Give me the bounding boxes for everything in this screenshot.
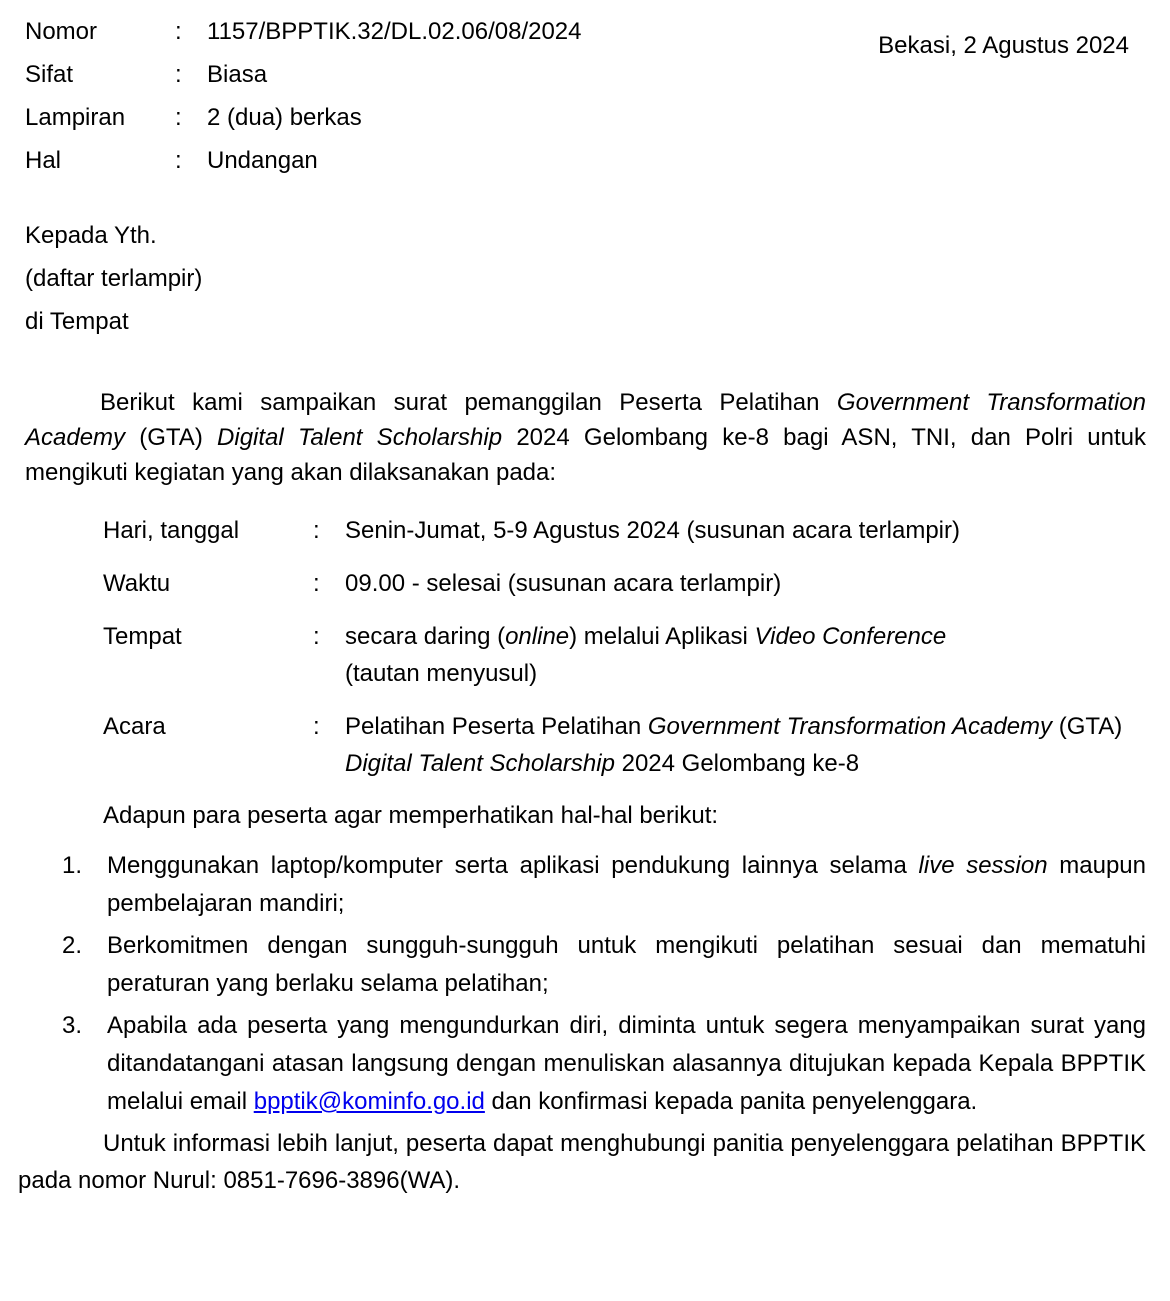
detail-value-hari-tanggal (345, 512, 1146, 549)
text-run: Untuk informasi lebih lanjut, peserta dapat menghubungi panitia penyelenggara pelatihan BPPTIK pada nomor Nurul: 0851-7696-3896(WA). (18, 1130, 1146, 1194)
detail-row-acara (103, 708, 1146, 782)
detail-value-waktu (345, 565, 1146, 602)
detail-value-acara (345, 708, 1146, 782)
meta-label-hal: Hal (25, 147, 62, 174)
meta-label-lampiran: Lampiran (25, 104, 126, 131)
italic-text: live session (918, 852, 1048, 879)
meta-label-nomor: Nomor (25, 18, 98, 45)
meta-row-hal (25, 143, 1146, 178)
italic-text: Video Conference (754, 623, 947, 650)
meta-label-sifat: Sifat (25, 61, 74, 88)
notes-intro: Adapun para peserta agar memperhatikan hal-hal berikut: (103, 802, 719, 829)
detail-label-waktu: Waktu (103, 570, 171, 597)
detail-separator: : (313, 713, 320, 740)
meta-separator: : (175, 147, 182, 174)
meta-value-sifat: Biasa (207, 61, 268, 88)
text-run: ) melalui Aplikasi (569, 623, 755, 650)
text-run: secara daring ( (345, 623, 506, 650)
list-number-1: 1. (62, 852, 83, 879)
list-text-1 (107, 847, 1146, 923)
list-item-2 (62, 927, 1146, 1003)
text-run: Pelatihan Peserta Pelatihan (345, 713, 648, 740)
meta-separator: : (175, 61, 182, 88)
text-run: 2024 Gelombang ke-8 bagi ASN, TNI, dan Polri untuk mengikuti kegiatan yang akan dilaksanakan pada: (25, 424, 1146, 486)
email-link[interactable]: bpptik@kominfo.go.id (253, 1088, 485, 1115)
detail-row-hari-tanggal (103, 512, 1146, 549)
meta-value-lampiran: 2 (dua) berkas (207, 104, 362, 131)
addressee-line-tempat: di Tempat (25, 308, 129, 335)
meta-value-nomor: 1157/BPPTIK.32/DL.02.06/08/2024 (207, 18, 582, 45)
addressee-line-daftar: (daftar terlampir) (25, 265, 203, 292)
list-item-1 (62, 847, 1146, 923)
list-text-3 (107, 1007, 1146, 1121)
text-run: Senin-Jumat, 5-9 Agustus 2024 (susunan acara terlampir) (345, 517, 960, 544)
letter-header (25, 14, 1146, 178)
list-number-3: 3. (62, 1012, 83, 1039)
italic-text: online (505, 623, 570, 650)
detail-label-tempat: Tempat (103, 623, 182, 650)
text-run: maupun pembelajaran mandiri; (107, 852, 1146, 917)
list-text-2 (107, 927, 1146, 1003)
opening-paragraph (25, 385, 1146, 490)
detail-separator: : (313, 623, 320, 650)
detail-value-tempat (345, 618, 1146, 692)
meta-separator: : (175, 104, 182, 131)
italic-text: Digital Talent Scholarship (345, 750, 615, 777)
detail-separator: : (313, 570, 320, 597)
italic-text: Government Transformation Academy (647, 713, 1053, 740)
text-run: 09.00 - selesai (susunan acara terlampir) (345, 570, 782, 597)
list-number-2: 2. (62, 932, 83, 959)
text-run: (GTA) (125, 424, 218, 451)
meta-value-hal: Undangan (207, 147, 318, 174)
text-run: Apabila ada peserta yang mengundurkan diri, diminta untuk segera menyampaikan surat yang ditandatangani atasan langsung dengan menuliskan alasannya ditujukan kepada Kepala BPPTIK melalui email (107, 1012, 1146, 1115)
text-run: Berkomitmen dengan sungguh-sungguh untuk mengikuti pelatihan sesuai dan mematuhi peraturan yang berlaku selama pelatihan; (107, 932, 1146, 997)
text-run: Berikut kami sampaikan surat pemanggilan Peserta Pelatihan (100, 389, 837, 416)
text-run: (GTA) (1052, 713, 1123, 740)
detail-row-waktu (103, 565, 1146, 602)
list-item-3 (62, 1007, 1146, 1121)
event-details (103, 512, 1146, 782)
text-run: dan konfirmasi kepada panita penyelenggara. (484, 1088, 978, 1115)
italic-text: Government Transformation Academy (25, 389, 1147, 451)
meta-separator: : (175, 18, 182, 45)
detail-separator: : (313, 517, 320, 544)
text-run: Menggunakan laptop/komputer serta aplikasi pendukung lainnya selama (107, 852, 919, 879)
letter-place-date: Bekasi, 2 Agustus 2024 (878, 32, 1129, 59)
detail-row-tempat (103, 618, 1146, 692)
detail-label-acara: Acara (103, 713, 166, 740)
text-run: 2024 Gelombang ke-8 (614, 750, 860, 777)
participant-notes-list (62, 847, 1146, 1121)
closing-paragraph (18, 1125, 1146, 1199)
addressee-block (25, 218, 1146, 339)
italic-text: Digital Talent Scholarship (217, 424, 503, 451)
detail-label-hari-tanggal: Hari, tanggal (103, 517, 240, 544)
addressee-line-kepada: Kepada Yth. (25, 222, 157, 249)
text-run: (tautan menyusul) (345, 660, 538, 687)
meta-row-lampiran (25, 100, 1146, 135)
